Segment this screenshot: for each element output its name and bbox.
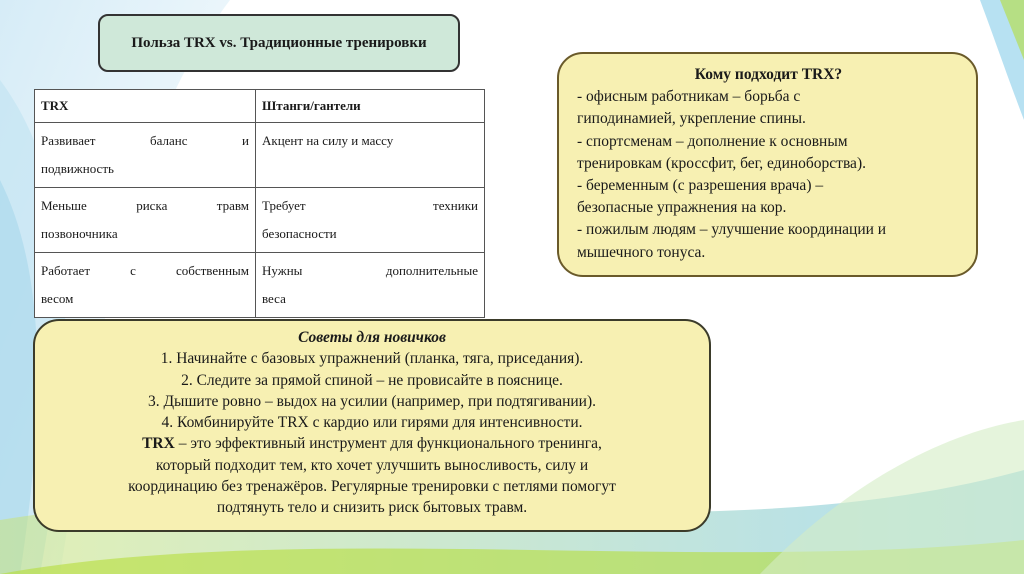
table-cell xyxy=(256,123,485,188)
who-line: - спортсменам – дополнение к основным xyxy=(577,132,848,150)
who-line: тренировкам (кроссфит, бег, единоборства). xyxy=(577,154,866,172)
tip-item: 2. Следите за прямой спиной – не провисайте в пояснице. xyxy=(181,371,563,389)
table-header-cell: Штанги/гантели xyxy=(256,90,485,123)
who-line: - беременным (с разрешения врача) – xyxy=(577,177,824,195)
cell-line: Развивает баланс и xyxy=(41,133,249,148)
cell-line: позвоночника xyxy=(41,226,118,241)
comparison-table xyxy=(34,89,485,318)
slide-title-text: Польза TRX vs. Традиционные тренировки xyxy=(131,35,427,51)
table-header-row xyxy=(35,90,485,123)
tip-item: 4. Комбинируйте TRX с кардио или гирями для интенсивности. xyxy=(161,414,583,432)
tips-heading: Советы для новичков xyxy=(298,329,446,346)
conclusion-line: подтянуть тело и снизить риск бытовых травм. xyxy=(216,499,528,517)
table-cell xyxy=(35,253,256,318)
cell-line: Акцент на силу и массу xyxy=(262,133,394,148)
who-line: гиподинамией, укрепление спины. xyxy=(577,110,806,128)
table-row xyxy=(35,188,485,253)
table-row xyxy=(35,123,485,188)
cell-line: весом xyxy=(41,291,74,306)
conclusion-bold: TRX xyxy=(142,435,175,453)
cell-line: Требует техники xyxy=(262,198,478,213)
conclusion-line: который подходит тем, кто хочет улучшить выносливость, силу и xyxy=(155,456,589,474)
who-line: мышечного тонуса. xyxy=(577,243,706,261)
who-suits-panel xyxy=(557,52,978,277)
table-row xyxy=(35,253,485,318)
who-line: - офисным работникам – борьба с xyxy=(577,88,801,106)
table-cell xyxy=(256,188,485,253)
conclusion-line: координацию без тренажёров. Регулярные тренировки с петлями помогут xyxy=(128,478,616,496)
cell-line: веса xyxy=(262,291,286,306)
conclusion-line xyxy=(55,433,689,454)
table-header-cell: TRX xyxy=(35,90,256,123)
who-line: - пожилым людям – улучшение координации и xyxy=(577,221,887,239)
cell-line: безопасности xyxy=(262,226,337,241)
conclusion-text: – это эффективный инструмент для функционального тренинга, xyxy=(174,435,602,453)
cell-line: Работает с собственным xyxy=(41,263,249,278)
tip-item: 3. Дышите ровно – выдох на усилии (например, при подтягивании). xyxy=(147,392,597,410)
table-cell xyxy=(35,188,256,253)
slide-title xyxy=(98,14,460,72)
who-suits-heading: Кому подходит TRX? xyxy=(694,66,843,83)
cell-line: Нужны дополнительные xyxy=(262,263,478,278)
who-line: безопасные упражнения на кор. xyxy=(577,199,787,217)
cell-line: подвижность xyxy=(41,161,114,176)
tip-item: 1. Начинайте с базовых упражнений (планка, тяга, приседания). xyxy=(160,350,584,368)
cell-line: Меньше риска травм xyxy=(41,198,249,213)
table-cell xyxy=(35,123,256,188)
table-cell xyxy=(256,253,485,318)
beginner-tips-panel xyxy=(33,319,711,532)
